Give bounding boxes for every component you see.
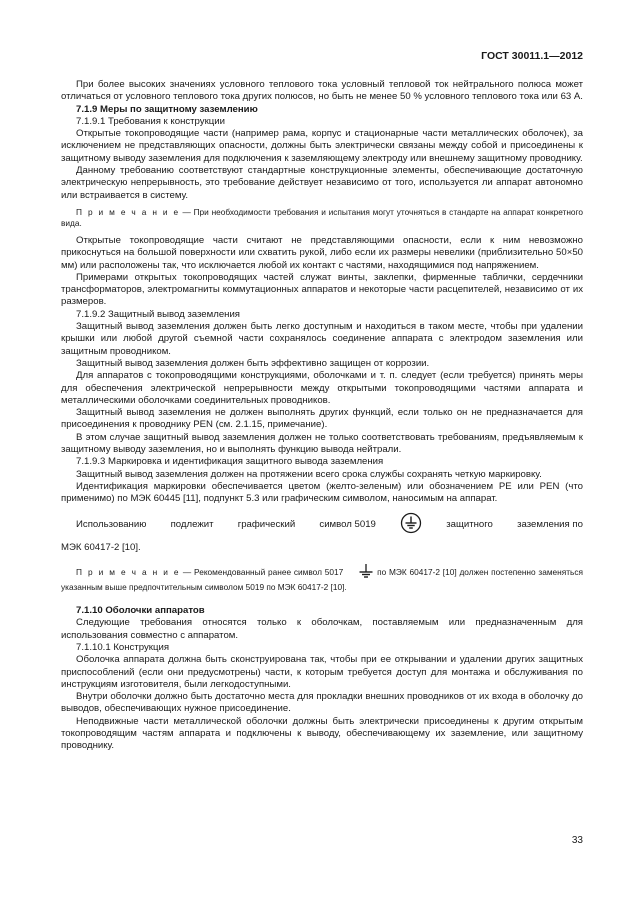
paragraph: Идентификация маркировки обеспечивается цветом (желто-зеленым) или обозначением PE или PEN (что применимо) по МЭК 60445 [11], подпункт 5.3 или графическим символом, наносимым на аппарат. bbox=[61, 480, 583, 505]
word: Использованию bbox=[76, 518, 147, 530]
paragraph: Открытые токопроводящие части (например рама, корпус и стационарные части металлических оболочек), за исключением не представляющих опасности, должны быть электрически связаны между собой и присоединены к защитному выводу заземления для подключения к заземляющему электроду или внешнему защитному проводнику. bbox=[61, 128, 583, 164]
note-label: П р и м е ч а н и е bbox=[76, 567, 181, 578]
note-text: по МЭК 60417-2 [10] должен постепенно заменяться указанным выше предпочтительным символом 5019 по МЭК 60417-2 [10]. bbox=[61, 567, 584, 592]
paragraph: Внутри оболочки должно быть достаточно места для прокладки внешних проводников от их входа в оболочку до выводов, обеспечивающих нужное присоединение. bbox=[61, 691, 583, 715]
word: заземления по bbox=[517, 518, 583, 530]
paragraph: Данному требованию соответствуют стандартные конструкционные элементы, обеспечивающие достаточную электрическую непрерывность, это требование действует независимо от того, используется ли аппарат автономно или встраивается в систему. bbox=[61, 165, 583, 201]
paragraph: Защитный вывод заземления должен быть легко доступным и находиться в таком месте, чтобы при удалении крышки или любой другой съемной части сохранялось соединение аппарата с электродом заземления или защитным проводником. bbox=[61, 321, 583, 357]
subsection-heading-7-1-9-1: 7.1.9.1 Требования к конструкции bbox=[76, 115, 225, 127]
earth-icon bbox=[343, 564, 374, 582]
symbol-line bbox=[61, 512, 583, 538]
paragraph: Защитный вывод заземления должен быть эффективно защищен от коррозии. bbox=[76, 357, 430, 369]
paragraph: При более высоких значениях условного теплового тока условный тепловой ток нейтрального полюса может отличаться от условного теплового тока других полюсов, но быть не менее 50 % условного теплового тока или 63 А. bbox=[61, 79, 583, 103]
note-label: П р и м е ч а н и е bbox=[76, 206, 180, 217]
subsection-heading-7-1-10-1: 7.1.10.1 Конструкция bbox=[76, 641, 170, 653]
note bbox=[61, 207, 583, 230]
word: защитного bbox=[446, 518, 493, 530]
word: подлежит bbox=[170, 518, 214, 530]
paragraph: Открытые токопроводящие части считают не представляющими опасности, если к ним невозможно прикоснуться на большой поверхности или схватить рукой, либо если их размеры невелики (приблизительно 50×50 мм) или расположены так, что исключается любой их контакт с частями, находящимися под напряжением. bbox=[61, 234, 583, 271]
page-header-standard: ГОСТ 30011.1—2012 bbox=[481, 50, 583, 62]
paragraph: Неподвижные части металлической оболочки должны быть электрически присоединены к другим открытым токопроводящим частям аппарата и подключены к выводу, обеспечивающему их заземление, или защитному проводнику. bbox=[61, 715, 583, 752]
paragraph: Защитный вывод заземления должен на протяжении всего срока службы сохранять четкую маркировку. bbox=[76, 468, 542, 480]
protective-earth-icon bbox=[400, 512, 422, 538]
symbol-line-end: МЭК 60417-2 [10]. bbox=[61, 541, 141, 553]
document-body bbox=[61, 79, 583, 753]
paragraph: Оболочка аппарата должна быть сконструирована так, чтобы при ее открывании и удалении других защитных приспособлений (если они предусмотрены) части, к которым требуется доступ для монтажа и обслуживания по инструкциям изготовителя, были легкодоступными. bbox=[61, 654, 583, 690]
word: графический bbox=[237, 518, 296, 530]
subsection-heading-7-1-9-3: 7.1.9.3 Маркировка и идентификация защитного вывода заземления bbox=[76, 456, 384, 468]
section-heading-7-1-9: 7.1.9 Меры по защитному заземлению bbox=[76, 103, 258, 115]
word: символ 5019 bbox=[319, 518, 376, 530]
note-text: — При необходимости требования и испытания могут уточняться в стандарте на аппарат конкретного вида. bbox=[61, 206, 583, 229]
note-text: — Рекомендованный ранее символ 5017 bbox=[180, 567, 344, 578]
paragraph: Защитный вывод заземления не должен выполнять других функций, если только он не предназначается для присоединения к проводнику PEN (см. 2.1.15, примечание). bbox=[61, 407, 583, 431]
note bbox=[61, 564, 583, 593]
paragraph: Для аппаратов с токопроводящими конструкциями, оболочками и т. п. следует (если требуется) принять меры для обеспечения электрической непрерывности между открытыми токопроводящими частями аппарата и металлическими оболочками соединительных проводников. bbox=[61, 370, 583, 406]
page-number: 33 bbox=[571, 835, 583, 846]
paragraph: Примерами открытых токопроводящих частей служат винты, заклепки, фирменные таблички, сердечники трансформаторов, электромагниты коммутационных аппаратов и некоторые части расцепителей, независимо от их размеров. bbox=[61, 271, 583, 308]
section-heading-7-1-10: 7.1.10 Оболочки аппаратов bbox=[76, 605, 205, 617]
subsection-heading-7-1-9-2: 7.1.9.2 Защитный вывод заземления bbox=[76, 308, 241, 320]
paragraph: В этом случае защитный вывод заземления должен не только соответствовать требованиям, предъявляемым к защитному выводу заземления, но и выполнять функцию вывода нейтрали. bbox=[61, 431, 583, 456]
paragraph: Следующие требования относятся только к оболочкам, поставляемым или предназначенным для использования совместно с аппаратом. bbox=[61, 617, 583, 641]
